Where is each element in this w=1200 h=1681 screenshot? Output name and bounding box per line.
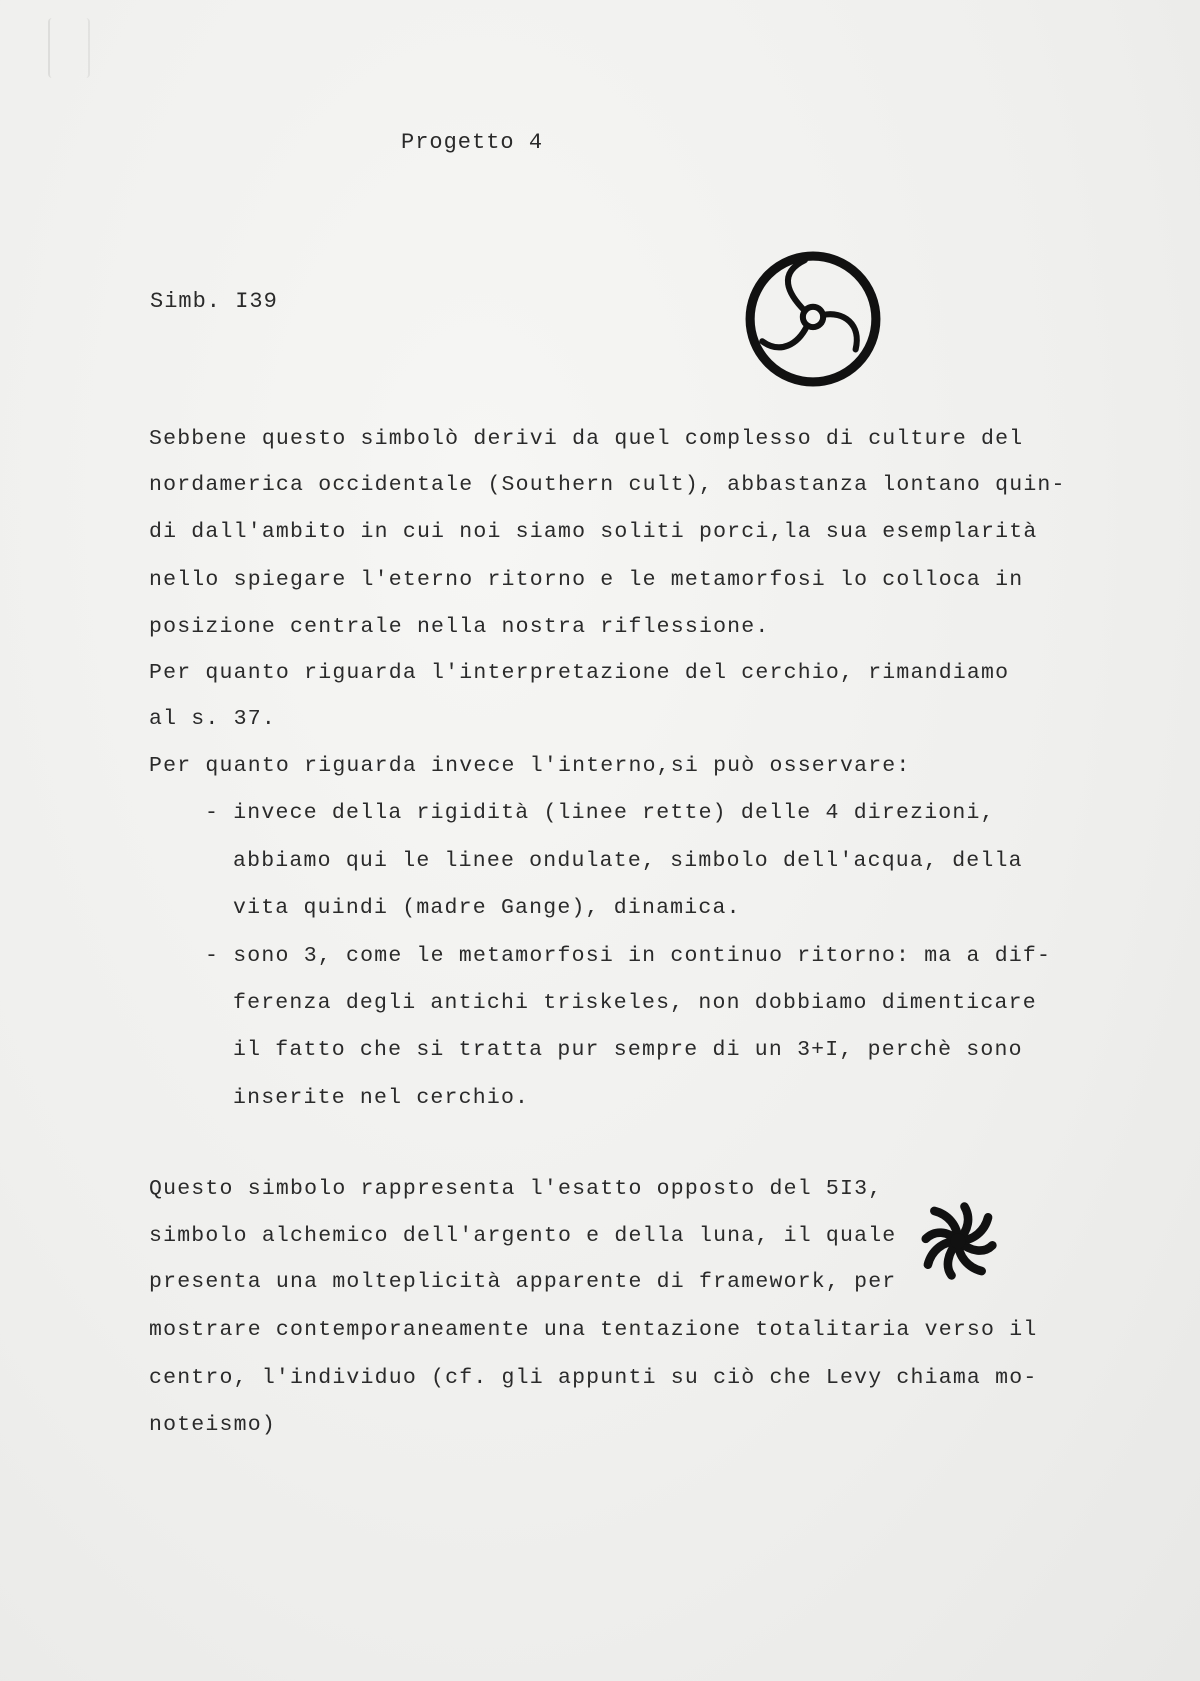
bullet-line: - sono 3, come le metamorfosi in continuo ritorno: ma a dif-	[205, 944, 1052, 968]
text-line: posizione centrale nella nostra riflessione.	[149, 615, 770, 639]
text-line: inserite nel cerchio.	[233, 1086, 530, 1110]
text-line: Sebbene questo simbolò derivi da quel complesso di culture del	[149, 427, 1024, 451]
text-line: noteismo)	[149, 1413, 276, 1437]
text-line: Questo simbolo rappresenta l'esatto opposto del 5I3,	[149, 1177, 883, 1201]
bullet-line: - invece della rigidità (linee rette) delle 4 direzioni,	[205, 801, 995, 825]
text-line: simbolo alchemico dell'argento e della luna, il quale	[149, 1224, 897, 1248]
text-line: al s. 37.	[149, 707, 276, 731]
triskele-circle-icon	[742, 248, 884, 390]
binder-mark	[48, 18, 90, 78]
swirl-swastika-icon	[915, 1198, 1001, 1284]
text-line: abbiamo qui le linee ondulate, simbolo dell'acqua, della	[233, 849, 1023, 873]
text-line: centro, l'individuo (cf. gli appunti su ciò che Levy chiama mo-	[149, 1366, 1038, 1390]
text-line: vita quindi (madre Gange), dinamica.	[233, 896, 741, 920]
text-line: nordamerica occidentale (Southern cult), abbastanza lontano quin-	[149, 473, 1066, 497]
text-line: di dall'ambito in cui noi siamo soliti porci,la sua esemplarità	[149, 520, 1038, 544]
text-line: ferenza degli antichi triskeles, non dobbiamo dimenticare	[233, 991, 1037, 1015]
text-line: mostrare contemporaneamente una tentazione totalitaria verso il	[149, 1318, 1038, 1342]
text-line: il fatto che si tratta pur sempre di un 3+I, perchè sono	[233, 1038, 1023, 1062]
symbol-label: Simb. I39	[150, 289, 278, 314]
text-line: nello spiegare l'eterno ritorno e le metamorfosi lo colloca in	[149, 568, 1024, 592]
page-title: Progetto 4	[401, 130, 544, 155]
text-line: presenta una molteplicità apparente di framework, per	[149, 1270, 897, 1294]
text-line: Per quanto riguarda l'interpretazione del cerchio, rimandiamo	[149, 661, 1010, 685]
text-line: Per quanto riguarda invece l'interno,si può osservare:	[149, 754, 911, 778]
